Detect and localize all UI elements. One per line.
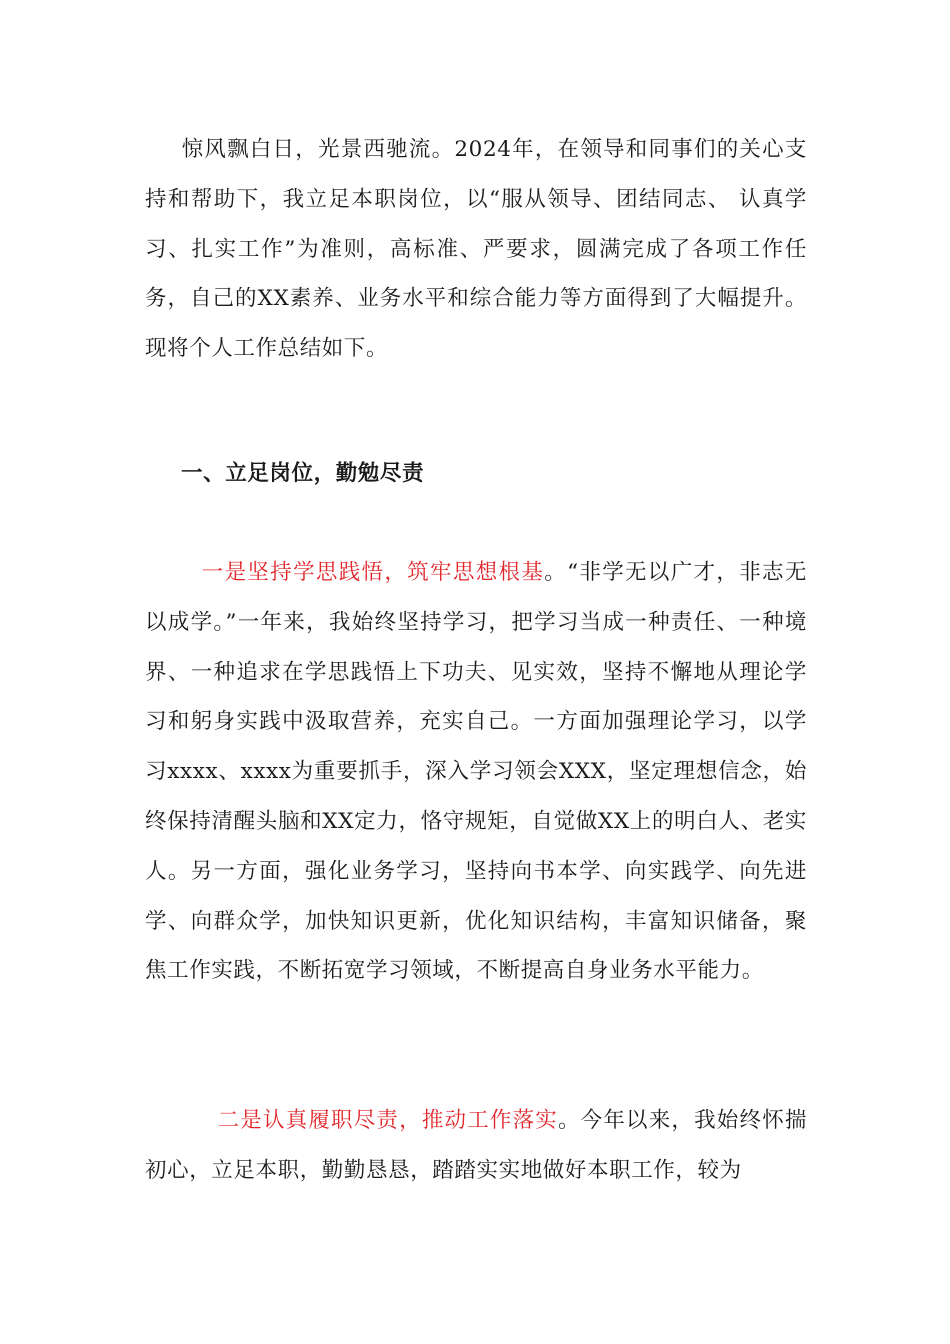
point-1-lead: 一是坚持学思践悟，筑牢思想根基 [201,560,545,585]
point-1-body: 。“非学无以广才，非志无以成学。”一年来，我始终坚持学习，把学习当成一种责任、一种境界、一种追求在学思践悟上下功夫、见实效，坚持不懈地从理论学习和躬身实践中汲取营养，充实自己。一方面加强理论学习，以学习xxxx、xxxx为重要抓手，深入学习领会XXX，坚定理想信念，始终保持清醒头脑和XX定力，恪守规矩，自觉做XX上的明白人、老实人。另一方面，强化业务学习，坚持向书本学、向实践学、向先进学、向群众学，加快知识更新，优化知识结构，丰富知识储备，聚焦工作实践，不断拓宽学习领域，不断提高自身业务水平能力。 [145,560,807,984]
point-2-body: 。今年以来，我始终怀揣初心，立足本职，勤勤恳恳，踏踏实实地做好本职工作，较为 [145,1108,807,1183]
intro-text: 惊风飘白日，光景西驰流。2024年，在领导和同事们的关心支持和帮助下，我立足本职岗位，以“服从领导、团结同志、 认真学习、扎实工作”为准则，高标准、严要求，圆满完成了各项工作任务，自己的XX素养、业务水平和综合能力等方面得到了大幅提升。现将个人工作总结如下。 [145,137,807,362]
point-2-paragraph [145,1096,807,1196]
point-1-paragraph [145,548,807,996]
section-heading-1: 一、立足岗位，勤勉尽责 [181,461,425,486]
point-2-lead: 二是认真履职尽责，推动工作落实 [217,1108,558,1133]
intro-paragraph [145,125,807,374]
